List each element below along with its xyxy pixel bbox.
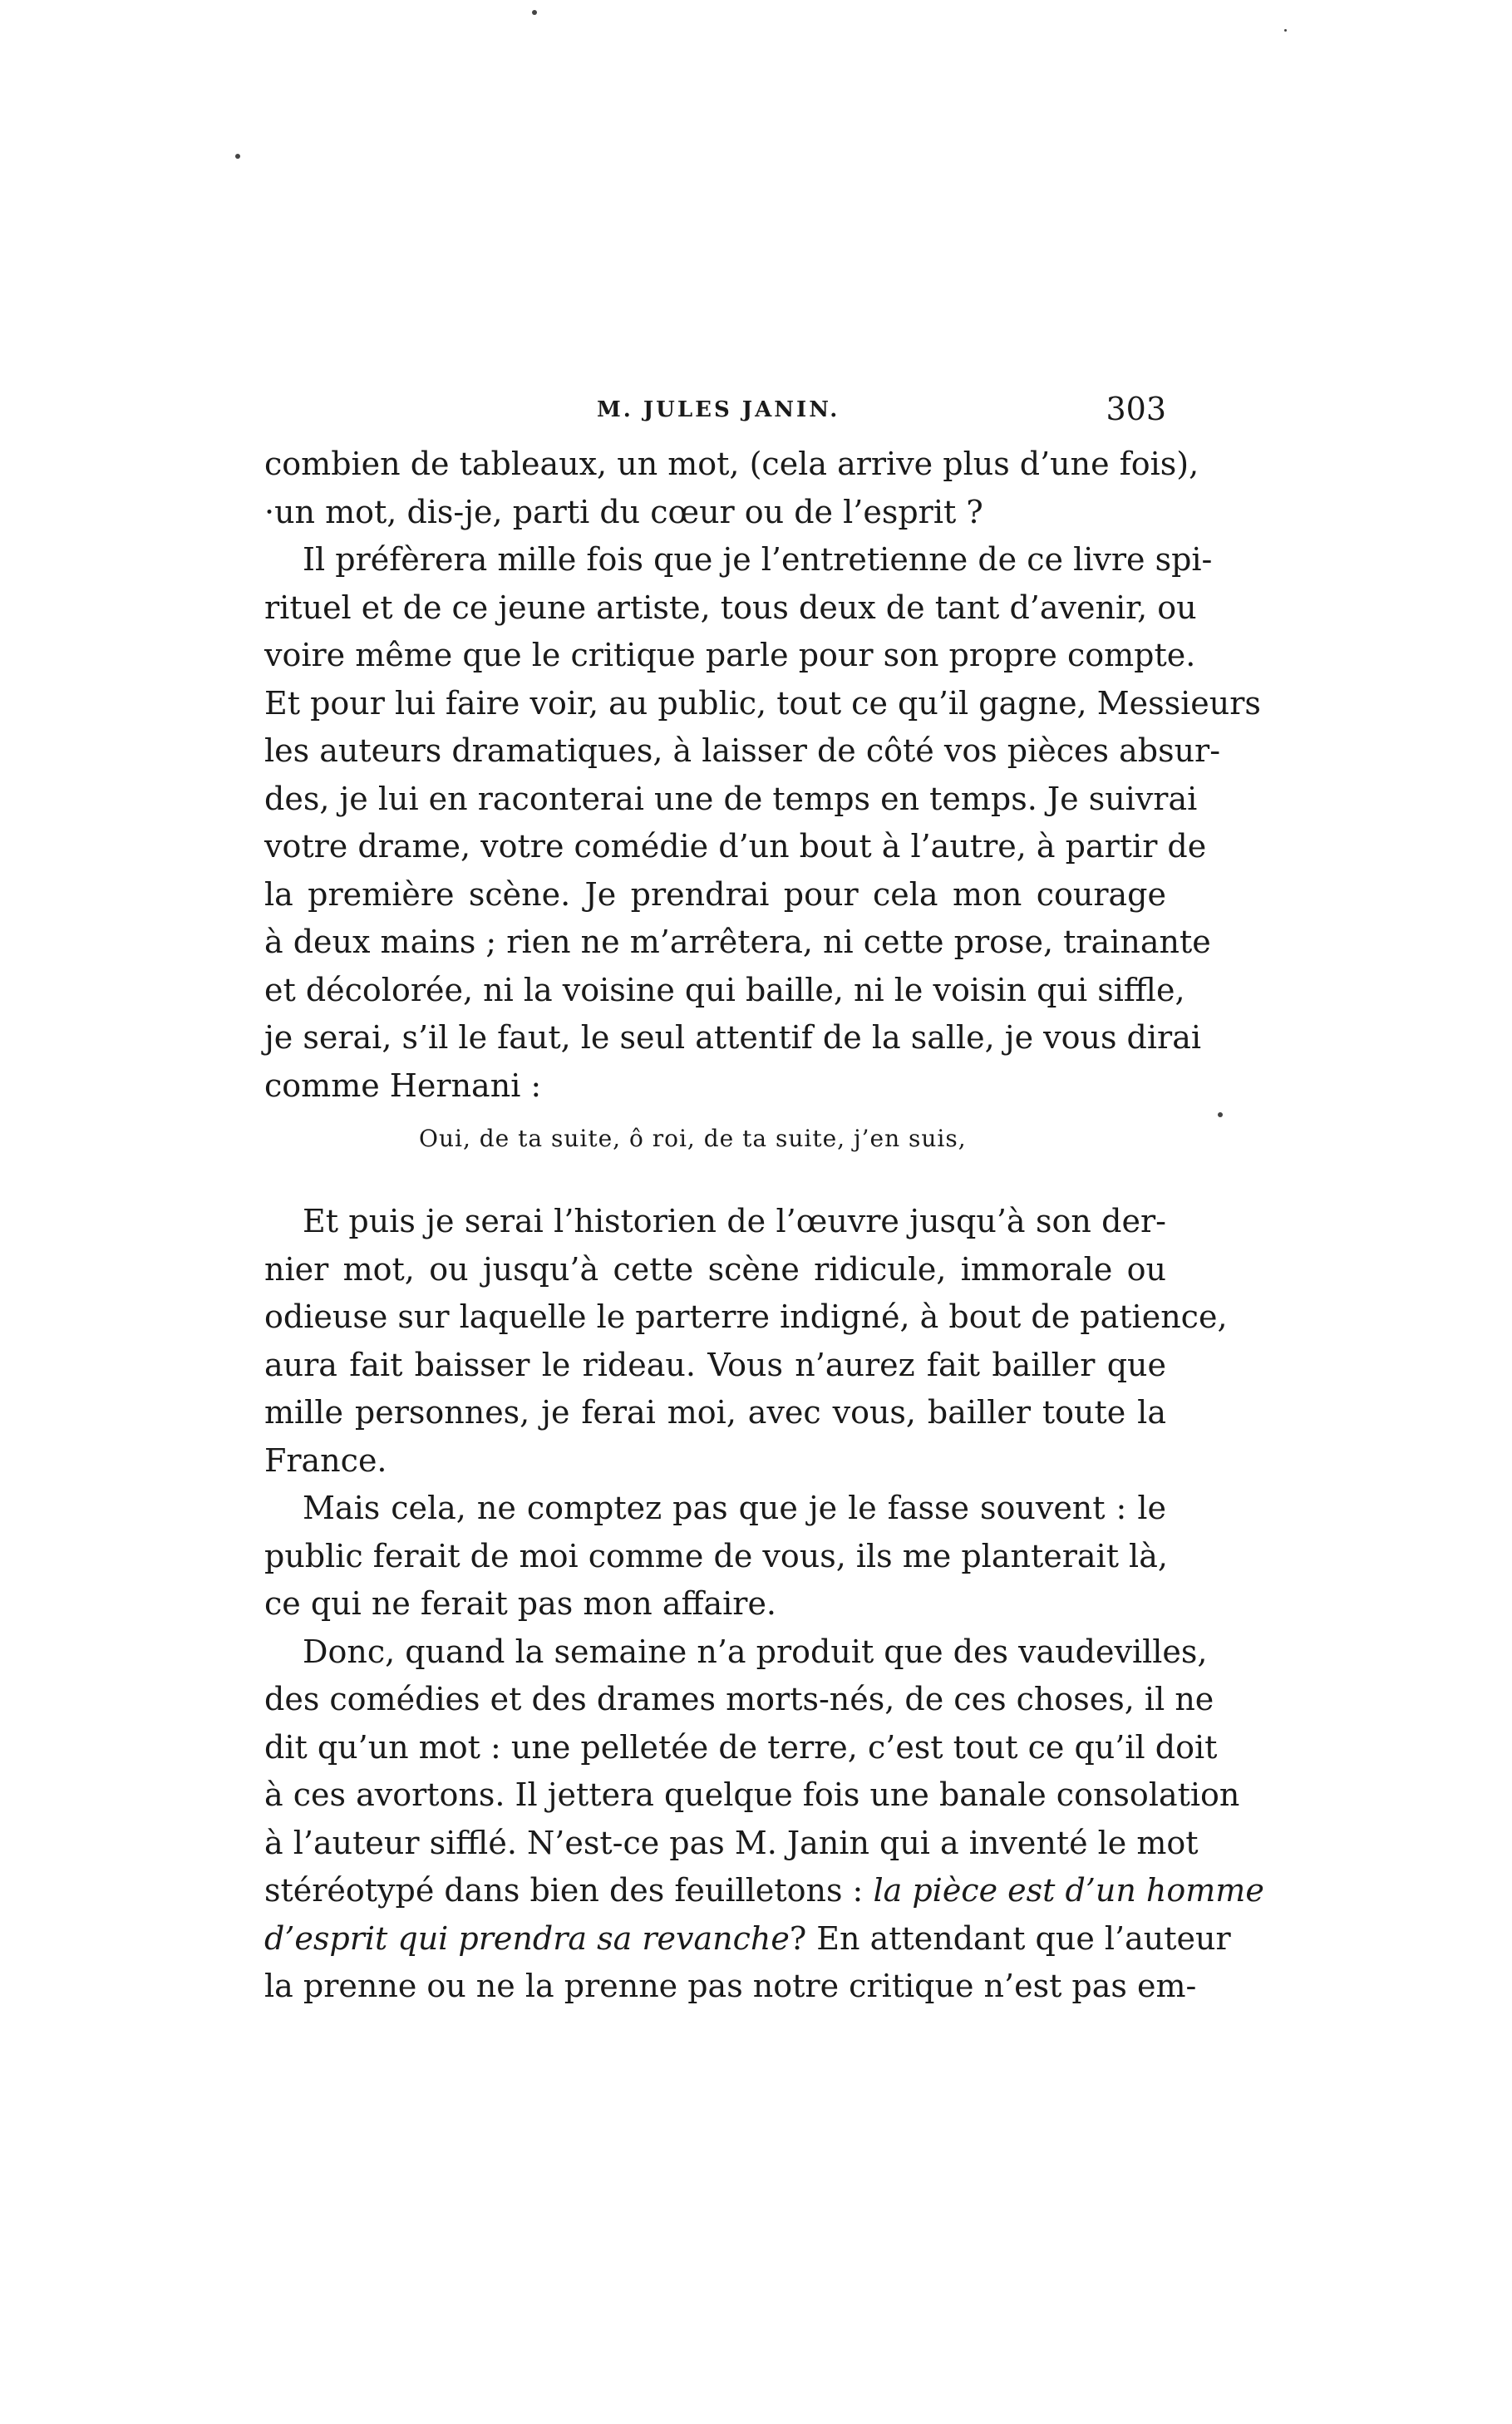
text-line: aura fait baisser le rideau. Vous n’aurez fait bailler que: [264, 1346, 1166, 1383]
running-title: M. JULES JANIN.: [597, 397, 840, 422]
page-header: [264, 391, 1166, 432]
text-line: Donc, quand la semaine n’a produit que des vaudevilles,: [303, 1633, 1208, 1670]
text-line: des comédies et des drames morts-nés, de ces choses, il ne: [264, 1681, 1214, 1717]
text-line: ·un mot, dis-je, parti du cœur ou de l’esprit ?: [264, 493, 983, 530]
text-line: dit qu’un mot : une pelletée de terre, c’est tout ce qu’il doit: [264, 1728, 1218, 1766]
text-line: et décolorée, ni la voisine qui baille, ni le voisin qui siffle,: [264, 971, 1185, 1008]
page-number: 303: [1106, 391, 1166, 427]
scan-speck: [1284, 29, 1287, 32]
italic-quote: d’esprit qui prendra sa revanche: [264, 1919, 790, 1957]
text-line: comme Hernani :: [264, 1067, 542, 1104]
text-line: rituel et de ce jeune artiste, tous deux de tant d’avenir, ou: [264, 589, 1197, 626]
text-line: ce qui ne ferait pas mon affaire.: [264, 1585, 777, 1622]
text-line: je serai, s’il le faut, le seul attentif de la salle, je vous dirai: [264, 1019, 1202, 1056]
text-line: Et pour lui faire voir, au public, tout ce qu’il gagne, Messieurs: [264, 684, 1261, 722]
text-line: [264, 1915, 1231, 1963]
body-text: [264, 441, 1264, 2011]
text-segment: stéréotypé dans bien des feuilletons :: [264, 1872, 864, 1909]
text-segment: ? En attendant que l’auteur: [789, 1919, 1231, 1957]
scan-speck: [532, 10, 537, 15]
scan-speck: [1218, 1112, 1223, 1117]
text-line: public ferait de moi comme de vous, ils me planterait là,: [264, 1537, 1168, 1574]
text-line: à l’auteur sifflé. N’est-ce pas M. Janin qui a inventé le mot: [264, 1824, 1199, 1861]
text-line: France.: [264, 1441, 387, 1479]
text-line: nier mot, ou jusqu’à cette scène ridicule, immorale ou: [264, 1250, 1166, 1288]
text-line: voire même que le critique parle pour son propre compte.: [264, 637, 1196, 673]
text-line: combien de tableaux, un mot, (cela arrive plus d’une fois),: [264, 446, 1199, 482]
italic-quote: la pièce est d’un homme: [873, 1872, 1264, 1909]
verse-quotation: Oui, de ta suite, ô roi, de ta suite, j’en suis,: [419, 1125, 967, 1152]
text-line: Et puis je serai l’historien de l’œuvre jusqu’à son der-: [303, 1203, 1166, 1239]
text-line: des, je lui en raconterai une de temps en temps. Je suivrai: [264, 780, 1198, 817]
text-line: à deux mains ; rien ne m’arrêtera, ni cette prose, trainante: [264, 924, 1211, 960]
text-line: les auteurs dramatiques, à laisser de côté vos pièces absur-: [264, 732, 1221, 769]
text-line: Mais cela, ne comptez pas que je le fasse souvent : le: [303, 1490, 1166, 1526]
text-line: la première scène. Je prendrai pour cela mon courage: [264, 875, 1166, 913]
text-line: votre drame, votre comédie d’un bout à l’autre, à partir de: [264, 828, 1207, 865]
paragraph-gap: [264, 1169, 1166, 1198]
text-line: odieuse sur laquelle le parterre indigné, à bout de patience,: [264, 1298, 1228, 1335]
text-line: la prenne ou ne la prenne pas notre critique n’est pas em-: [264, 1968, 1197, 2004]
text-line: [264, 1867, 1264, 1915]
scan-speck: [235, 154, 240, 159]
text-line: Il préfèrera mille fois que je l’entretienne de ce livre spi-: [303, 541, 1213, 578]
text-line: mille personnes, je ferai moi, avec vous, bailler toute la: [264, 1394, 1166, 1431]
text-line: à ces avortons. Il jettera quelque fois une banale consolation: [264, 1776, 1240, 1813]
